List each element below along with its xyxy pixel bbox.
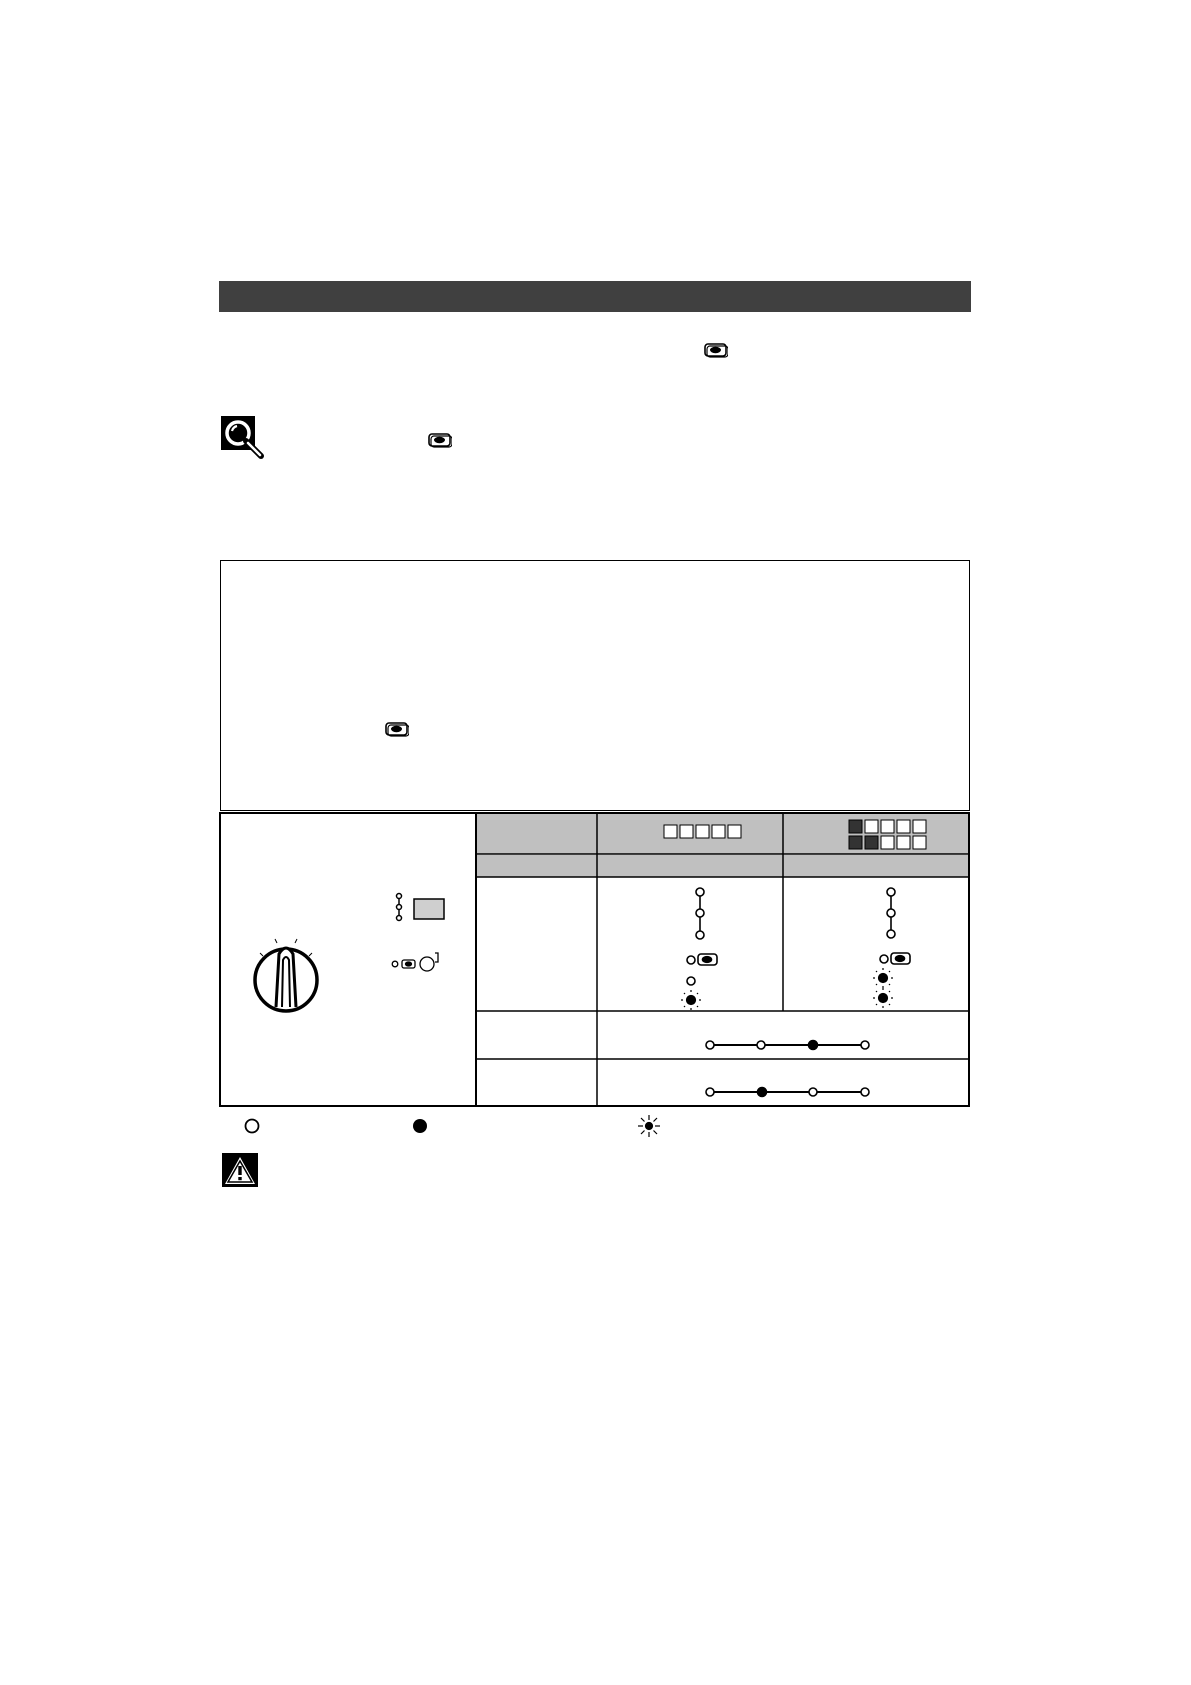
info-box (220, 560, 970, 811)
flashing-indicator-icon (873, 988, 893, 1008)
section-header-bar (219, 281, 971, 312)
indicator-flashing-icon (637, 1115, 661, 1137)
rinse-hold-button-icon (385, 722, 409, 737)
indicator-off-icon (243, 1117, 261, 1135)
rinse-hold-button-icon (428, 433, 452, 448)
flashing-indicator-icon (873, 968, 893, 988)
settings-table (219, 812, 970, 1107)
program-column-2-indicators (880, 888, 910, 964)
rinse-hold-button-icon (704, 343, 728, 358)
warning-triangle-icon (222, 1153, 258, 1187)
flashing-indicator-icon (681, 990, 701, 1010)
selector-dial-icon (255, 939, 317, 1011)
program-column-1-indicators (687, 888, 717, 985)
indicator-on-icon (411, 1117, 429, 1135)
magnifier-icon (221, 416, 267, 460)
table-subheader-row (476, 855, 969, 877)
level-indicator-row-2 (706, 1088, 869, 1097)
program-indicator-icon (397, 894, 445, 921)
button-indicator-icon (392, 953, 438, 971)
pattern-one-row-icon (664, 825, 741, 838)
level-indicator-row-1 (706, 1041, 869, 1050)
